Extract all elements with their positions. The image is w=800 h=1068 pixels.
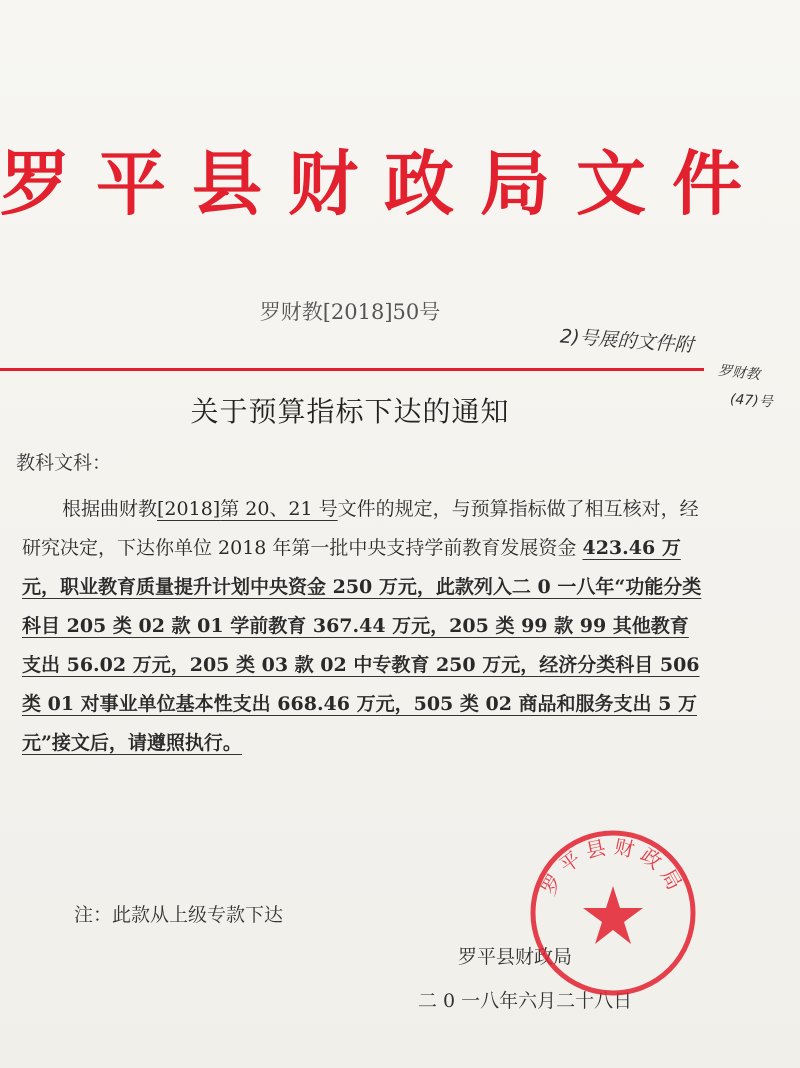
body-text-underlined: 第 20、21 号 [220, 498, 338, 520]
body-paragraph [22, 490, 702, 763]
red-divider-line [0, 368, 704, 371]
body-text: 根据曲财教 [62, 498, 158, 520]
handwritten-note: 罗财教 [717, 362, 761, 384]
issue-date: 二 0 一八年六月二十八日 [418, 990, 633, 1012]
notice-body [22, 490, 702, 763]
notice-title: 关于预算指标下达的通知 [190, 395, 510, 428]
official-seal [528, 828, 698, 998]
seal-text: 罗平县财政局 [536, 834, 690, 900]
handwritten-note: (47)号 [729, 391, 774, 411]
body-text-underlined: [2018] [157, 498, 221, 520]
addressee: 教科文科： [16, 452, 112, 474]
signer-name: 罗平县财政局 [458, 946, 573, 968]
seal-star-icon [583, 886, 643, 944]
handwritten-note: 2)号展的文件附 [559, 325, 695, 357]
footnote: 注：此款从上级专款下达 [74, 904, 284, 926]
issuer-title: 罗平县财政局文件 [0, 142, 768, 225]
body-text-underlined: 423.46 万元，职业教育质量提升计划中央资金 250 万元，此款列入二 0 一八年“功能分类科目 205 类 02 款 01 学前教育 367.44 万元，205 类 99 款 99 其他教育支出 56.02 万元，205 类 03 款 02 中专教育 250 万元，经济分类科目 506 类 01 对事业单位基本性支出 668.46 万元，505 类 02 商品和服务支出 5 万元”接文后，请遵照执行。 [22, 537, 702, 754]
document-number: 罗财教[2018]50号 [259, 300, 441, 324]
body-text: 文件的规定，与预算指标做了相互核对，经研究决定，下达你单位 2018 年第一批中央支持学前教育发展资金 [22, 498, 699, 559]
